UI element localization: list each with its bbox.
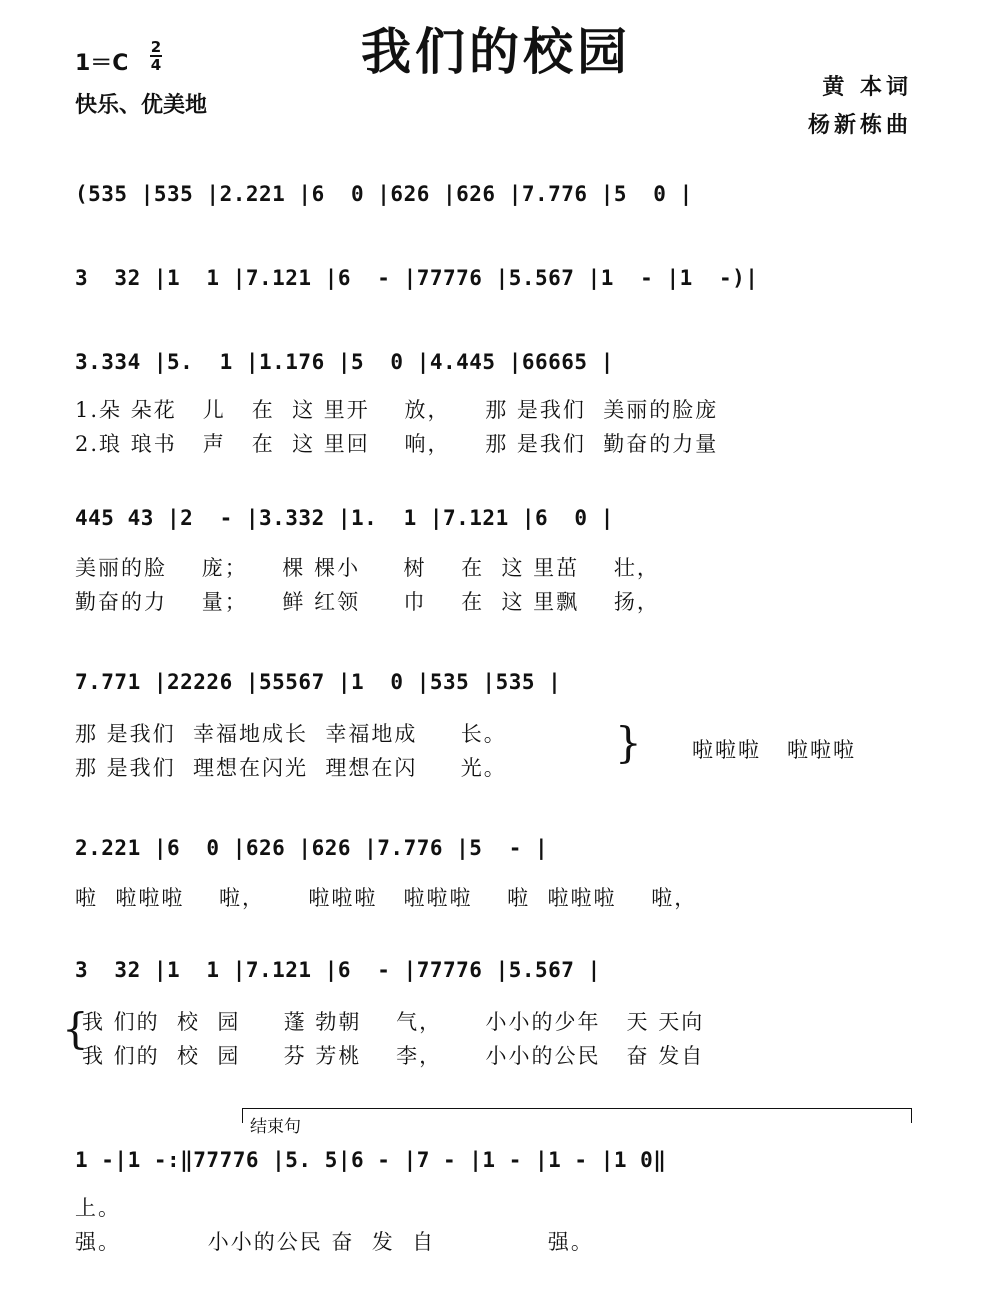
verse-brace-left: { — [62, 1004, 89, 1053]
verse-brace-right: } — [615, 718, 642, 767]
lyric-row-5-verse-2: 那 是我们 理想在闪光 理想在闪 光。 — [75, 756, 507, 780]
notation-row-2: 3 32 |1 1 |7.121 |6 - |77776 |5.567 |1 - |1 -)| — [75, 266, 759, 290]
lyric-row-7-verse-2: 我 们的 校 园 芬 芳桃 李， 小小的公民 奋 发自 — [82, 1044, 705, 1068]
notation-row-6: 2.221 |6 0 |626 |626 |7.776 |5 - | — [75, 836, 549, 860]
notation-row-4: 445 43 |2 - |3.332 |1. 1 |7.121 |6 0 | — [75, 506, 614, 530]
notation-row-3: 3.334 |5. 1 |1.176 |5 0 |4.445 |66665 | — [75, 350, 614, 374]
time-signature-top: 2 — [150, 38, 162, 56]
lyric-row-8-verse-2: 强。 小小的公民 奋 发 自 强。 — [75, 1230, 594, 1254]
notation-row-7: 3 32 |1 1 |7.121 |6 - |77776 |5.567 | — [75, 958, 601, 982]
lyric-row-4-verse-2: 勤奋的力 量； 鲜 红领 巾 在 这 里飘 扬， — [75, 590, 660, 614]
lyric-row-6-verse-1: 啦 啦啦啦 啦， 啦啦啦 啦啦啦 啦 啦啦啦 啦， — [75, 886, 698, 910]
ending-bracket — [242, 1108, 912, 1123]
notation-row-1: (535 |535 |2.221 |6 0 |626 |626 |7.776 |5 0 | — [75, 182, 693, 206]
notation-row-5: 7.771 |22226 |55567 |1 0 |535 |535 | — [75, 670, 562, 694]
lyricist-credit: 黄 本词 — [822, 75, 912, 100]
notation-row-8: 1 -|1 -:‖77776 |5. 5|6 - |7 - |1 - |1 - |1 0‖ — [75, 1148, 667, 1172]
time-signature — [150, 40, 162, 72]
song-title: 我们的校园 — [361, 23, 631, 81]
time-signature-bottom: 4 — [150, 56, 162, 74]
lyric-row-4-verse-1: 美丽的脸 庞； 棵 棵小 树 在 这 里茁 壮， — [75, 556, 660, 580]
tempo-marking: 快乐、优美地 — [75, 93, 208, 118]
lyric-row-8-verse-1: 上。 — [75, 1196, 121, 1220]
composer-credit: 杨新栋曲 — [807, 113, 912, 138]
key-signature: 1＝C — [75, 51, 129, 76]
lyric-row-3-verse-1: 1.朵 朵花 儿 在 这 里开 放， 那 是我们 美丽的脸庞 — [75, 398, 719, 422]
ending-label: 结束句 — [250, 1117, 301, 1137]
lyric-row-5-side: 啦啦啦 啦啦啦 — [692, 738, 857, 762]
lyric-row-7-verse-1: 我 们的 校 园 蓬 勃朝 气， 小小的少年 天 天向 — [82, 1010, 705, 1034]
lyric-row-3-verse-2: 2.琅 琅书 声 在 这 里回 响， 那 是我们 勤奋的力量 — [75, 432, 719, 456]
lyric-row-5-verse-1: 那 是我们 幸福地成长 幸福地成 长。 — [75, 722, 507, 746]
